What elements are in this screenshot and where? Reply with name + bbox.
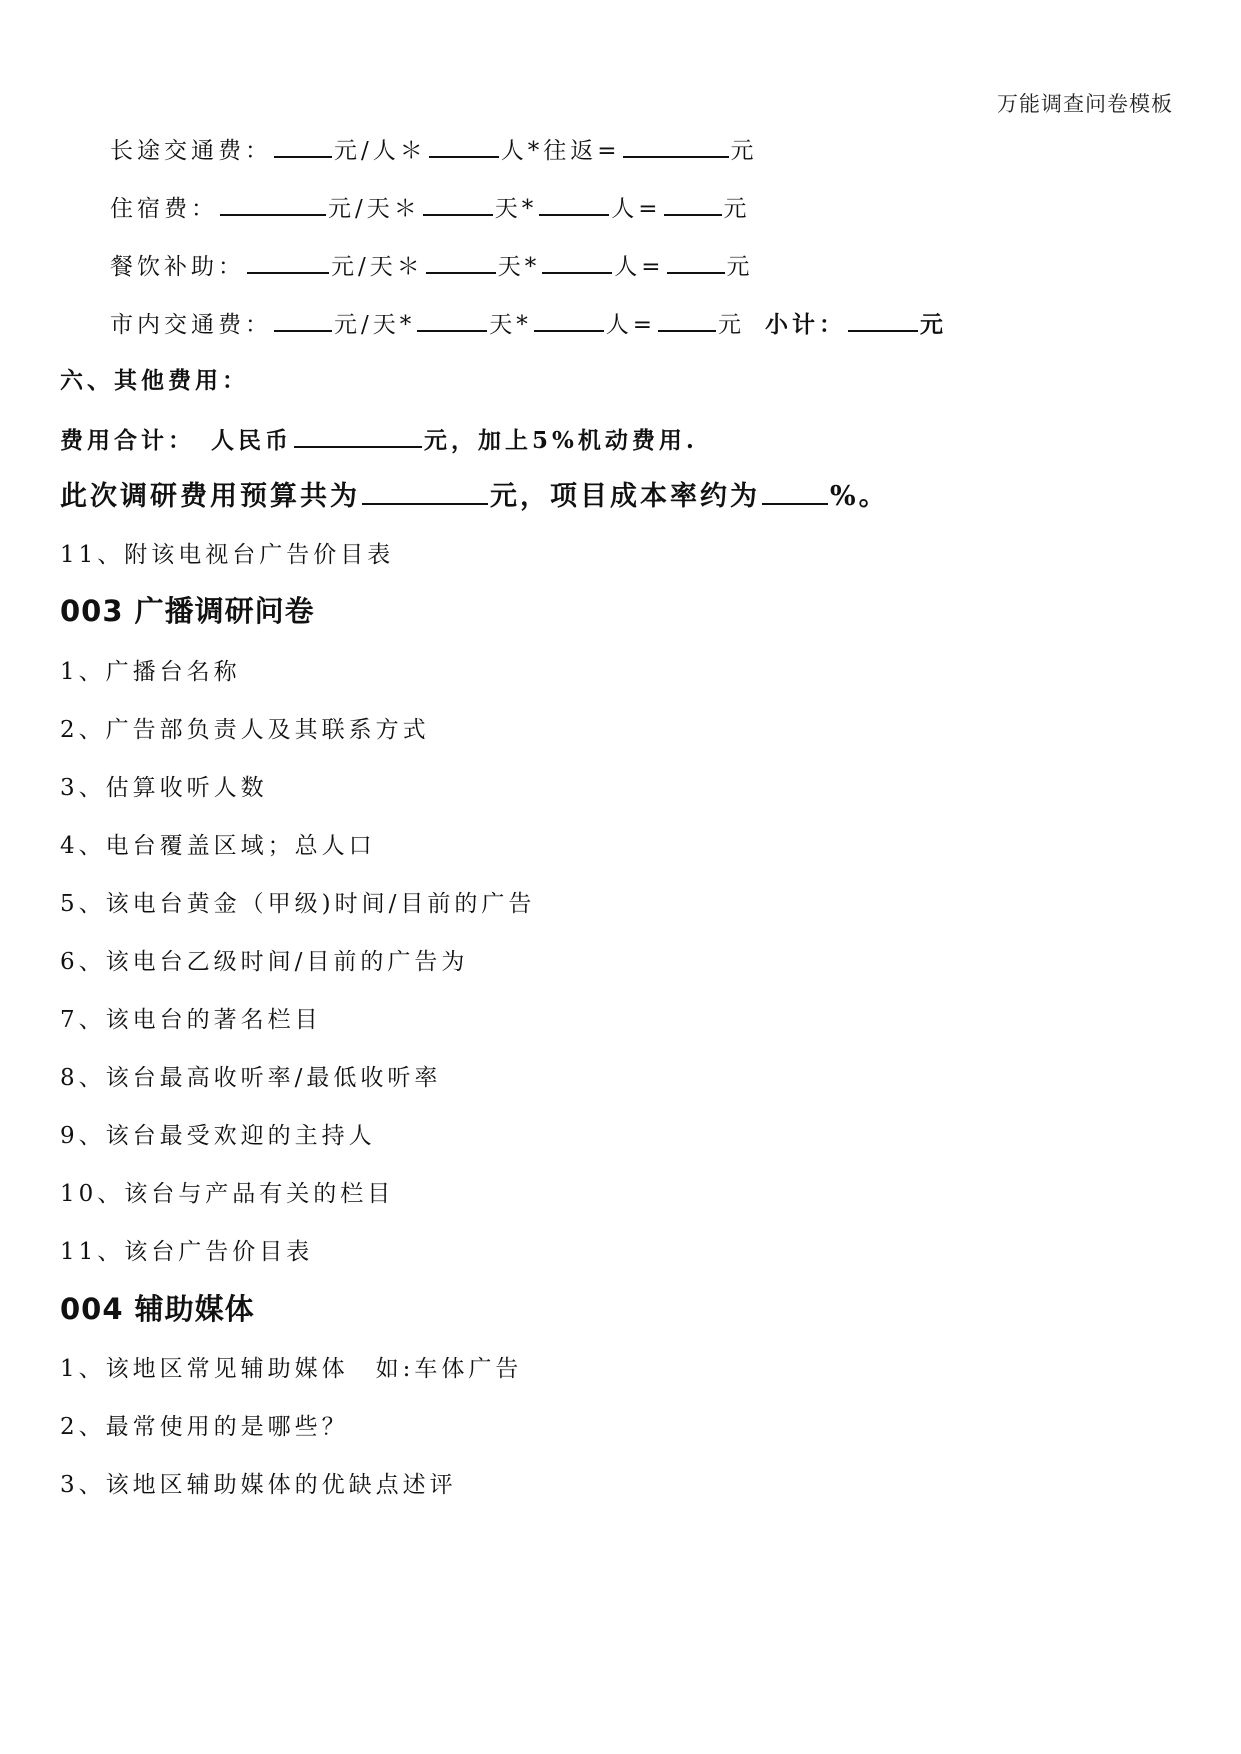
unit-text: 元 [718, 312, 746, 338]
list-item: 4、电台覆盖区域；总人口 [60, 833, 376, 859]
cost-lodging-line [110, 190, 751, 226]
fill-blank[interactable] [534, 306, 604, 332]
fill-blank[interactable] [658, 306, 716, 332]
budget-blank[interactable] [362, 479, 488, 505]
fill-blank[interactable] [417, 306, 487, 332]
page-header-note: 万能调查问卷模板 [997, 92, 1173, 116]
fill-blank[interactable] [542, 248, 612, 274]
subtotal-blank[interactable] [848, 306, 918, 332]
operator-text: ＊ [399, 138, 427, 164]
list-item: 2、最常使用的是哪些？ [60, 1414, 349, 1440]
fill-blank[interactable] [274, 132, 332, 158]
subtotal-unit: 元 [920, 311, 948, 338]
budget-line [60, 479, 889, 514]
fill-blank[interactable] [220, 190, 326, 216]
fill-blank[interactable] [539, 190, 609, 216]
fill-blank[interactable] [667, 248, 725, 274]
list-item: 5、该电台黄金（甲级)时间/目前的广告 [60, 891, 536, 917]
fill-blank[interactable] [423, 190, 493, 216]
unit-text: 天* [489, 312, 532, 338]
operator-text: ＊ [393, 196, 421, 222]
section-heading-aux-media: 004 辅助媒体 [60, 1292, 255, 1326]
list-item: 1、广播台名称 [60, 659, 241, 685]
unit-text: 元/天 [328, 196, 394, 222]
unit-text: 元 [730, 138, 758, 164]
tv-item-11: 11、附该电视台广告价目表 [60, 542, 395, 568]
currency-label: 人民币 [211, 427, 292, 454]
total-cost-line [60, 422, 698, 458]
cost-long-distance-line [110, 132, 758, 168]
total-label: 费用合计： [60, 427, 195, 454]
budget-mid: 元，项目成本率约为 [490, 481, 760, 512]
fill-blank[interactable] [247, 248, 329, 274]
list-item: 9、该台最受欢迎的主持人 [60, 1123, 376, 1149]
operator-text: ＊ [396, 254, 424, 280]
cost-rate-blank[interactable] [762, 479, 828, 505]
unit-text: 人= [605, 312, 657, 338]
cost-label: 餐饮补助： [110, 254, 245, 280]
other-costs-heading: 六、其他费用： [60, 367, 249, 394]
list-item: 8、该台最高收听率/最低收听率 [60, 1065, 442, 1091]
budget-prefix: 此次调研费用预算共为 [60, 481, 360, 512]
list-item: 1、该地区常见辅助媒体 如:车体广告 [60, 1356, 523, 1382]
budget-suffix: %。 [830, 481, 889, 512]
unit-text: 人*往返= [500, 138, 621, 164]
fill-blank[interactable] [429, 132, 499, 158]
unit-text: 元/天* [334, 312, 416, 338]
cost-local-transport-line [110, 306, 947, 342]
unit-text: 元/人 [334, 138, 400, 164]
cost-label: 市内交通费： [110, 312, 272, 338]
subtotal-label: 小计： [765, 311, 847, 338]
unit-text: 元 [723, 196, 751, 222]
section-heading-radio: 003 广播调研问卷 [60, 594, 315, 628]
fill-blank[interactable] [623, 132, 729, 158]
total-suffix: 元，加上5%机动费用. [424, 427, 698, 454]
list-item: 11、该台广告价目表 [60, 1239, 314, 1265]
list-item: 6、该电台乙级时间/目前的广告为 [60, 949, 469, 975]
unit-text: 人= [611, 196, 662, 222]
cost-label: 住宿费： [110, 196, 218, 222]
unit-text: 天* [497, 254, 541, 280]
cost-meals-line [110, 248, 754, 284]
fill-blank[interactable] [664, 190, 722, 216]
cost-label: 长途交通费： [110, 138, 272, 164]
unit-text: 人= [614, 254, 665, 280]
list-item: 7、该电台的著名栏目 [60, 1007, 322, 1033]
unit-text: 元 [726, 254, 754, 280]
total-blank[interactable] [294, 422, 422, 448]
unit-text: 天* [494, 196, 538, 222]
fill-blank[interactable] [274, 306, 332, 332]
list-item: 3、该地区辅助媒体的优缺点述评 [60, 1472, 457, 1498]
unit-text: 元/天 [331, 254, 397, 280]
list-item: 2、广告部负责人及其联系方式 [60, 717, 430, 743]
list-item: 3、估算收听人数 [60, 775, 268, 801]
list-item: 10、该台与产品有关的栏目 [60, 1181, 395, 1207]
fill-blank[interactable] [426, 248, 496, 274]
